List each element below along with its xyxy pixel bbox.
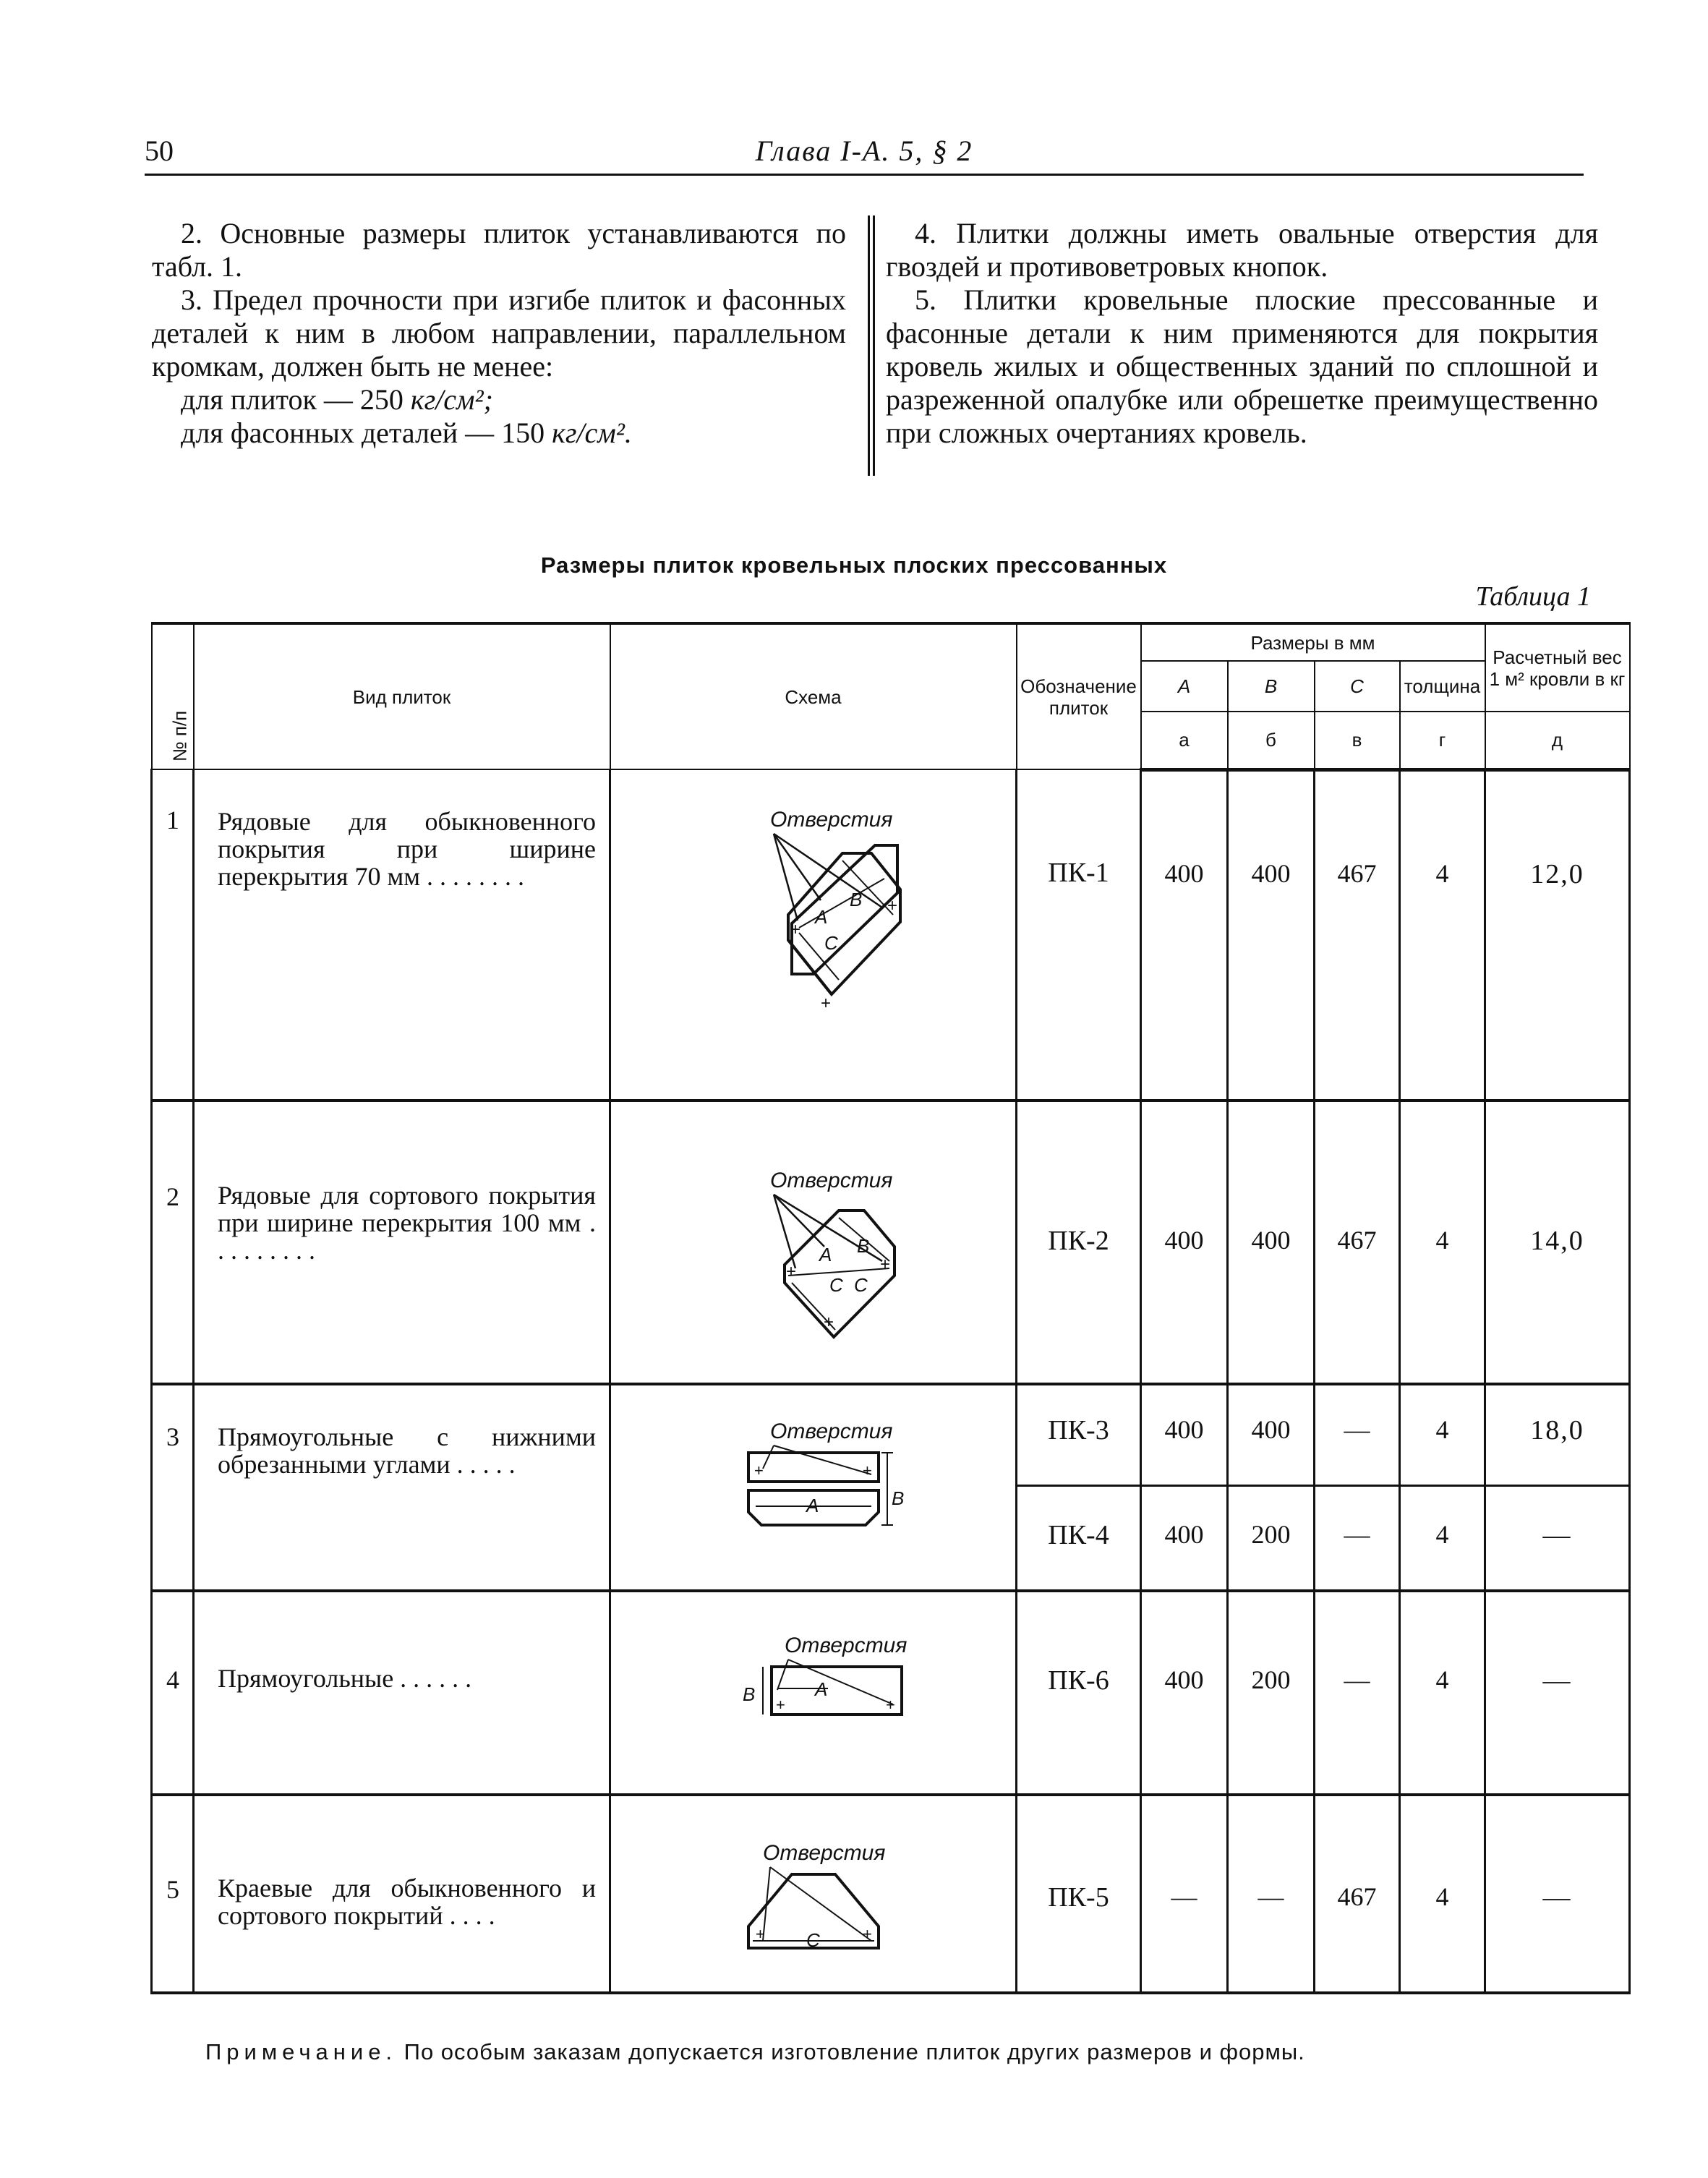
svg-text:+: +: [885, 1696, 895, 1714]
tiles-table: [150, 622, 1631, 1994]
weight: —: [1485, 1795, 1630, 1993]
svg-text:+: +: [785, 1262, 796, 1281]
paragraph-3: 3. Предел прочности при изгибе плиток и фасонных деталей к ним в любом направлении, параллельном кромкам, должен быть не менее:: [152, 283, 846, 383]
right-column: [886, 217, 1598, 450]
table-number: Таблица 1: [1475, 581, 1591, 612]
weight: 12,0: [1485, 769, 1630, 1101]
svg-text:A: A: [806, 1495, 819, 1516]
thickness: 4: [1400, 1485, 1485, 1591]
holes-label: Отверстия: [762, 1841, 885, 1865]
svg-text:+: +: [755, 1925, 765, 1943]
svg-text:C: C: [853, 1274, 868, 1296]
svg-text:+: +: [879, 1255, 890, 1274]
svg-text:+: +: [823, 1312, 834, 1332]
header-thickness: толщина: [1400, 661, 1485, 712]
table-note: [205, 2039, 1579, 2065]
left-column: [152, 217, 846, 450]
designation-code: ПК-5: [1017, 1795, 1141, 1993]
size-B: 400: [1228, 769, 1315, 1101]
tile-kind: Прямоугольные с нижними обрезанными углами . . . . .: [194, 1384, 610, 1591]
tile-kind: Краевые для обыкновенного и сортового покрытий . . . .: [194, 1795, 610, 1993]
size-A: 400: [1141, 769, 1228, 1101]
tile-pk3-drawing: [705, 1418, 922, 1563]
table-row: [152, 1384, 1630, 1485]
table-row: [152, 1795, 1630, 1993]
tile-kind: Рядовые для обыкновенного покрытия при ширине перекрытия 70 мм . . . . . . . .: [194, 769, 610, 1101]
strength-shaped-label: для фасонных деталей — 150: [181, 417, 545, 449]
header-A: A: [1141, 661, 1228, 712]
header-schema: Схема: [610, 623, 1017, 769]
thickness: 4: [1400, 1591, 1485, 1795]
weight: —: [1485, 1485, 1630, 1591]
thickness: 4: [1400, 1101, 1485, 1384]
strength-tiles: [152, 383, 846, 417]
column-divider: [868, 215, 875, 476]
weight: 18,0: [1485, 1384, 1630, 1485]
row-number: 5: [152, 1795, 194, 1993]
strength-unit: кг/см²;: [410, 383, 493, 416]
header-kind: Вид плиток: [194, 623, 610, 769]
size-C: 467: [1315, 769, 1400, 1101]
table-title: Размеры плиток кровельных плоских прессованных: [540, 552, 1168, 578]
size-A: 400: [1141, 1384, 1228, 1485]
holes-label: Отверстия: [769, 1419, 892, 1443]
weight: 14,0: [1485, 1101, 1630, 1384]
size-A: 400: [1141, 1485, 1228, 1591]
header-sizes: Размеры в мм: [1141, 623, 1485, 661]
svg-text:A: A: [814, 906, 827, 928]
svg-text:+: +: [820, 994, 831, 1013]
size-A: 400: [1141, 1591, 1228, 1795]
size-B: 400: [1228, 1384, 1315, 1485]
size-B: 200: [1228, 1485, 1315, 1591]
size-C: —: [1315, 1485, 1400, 1591]
svg-text:B: B: [856, 1235, 869, 1257]
designation-code: ПК-1: [1017, 769, 1141, 1101]
note-text: По особым заказам допускается изготовление плиток других размеров и формы.: [403, 2039, 1305, 2064]
size-A: 400: [1141, 1101, 1228, 1384]
schema-diagram: [610, 1384, 1017, 1591]
thickness: 4: [1400, 1384, 1485, 1485]
svg-text:A: A: [819, 1244, 832, 1265]
size-C: 467: [1315, 1795, 1400, 1993]
size-B: 400: [1228, 1101, 1315, 1384]
svg-text:C: C: [806, 1929, 820, 1951]
row-number: 2: [152, 1101, 194, 1384]
holes-label: Отверстия: [784, 1634, 907, 1657]
chapter-heading: Глава I-A. 5, § 2: [755, 134, 973, 167]
tile-kind: Прямоугольные . . . . . .: [194, 1591, 610, 1795]
row-number: 3: [152, 1384, 194, 1591]
svg-text:B: B: [891, 1487, 904, 1509]
schema-diagram: [610, 1795, 1017, 1993]
strength-unit: кг/см².: [552, 417, 632, 449]
svg-text:A: A: [814, 1678, 827, 1700]
svg-text:+: +: [887, 896, 897, 915]
thickness: 4: [1400, 1795, 1485, 1993]
page-header: [145, 130, 1584, 176]
tile-pk1-drawing: [705, 806, 922, 1038]
tile-pk5-drawing: [705, 1840, 922, 1970]
header-C: C: [1315, 661, 1400, 712]
size-C: 467: [1315, 1101, 1400, 1384]
tile-kind: Рядовые для сортового покрытия при ширине перекрытия 100 мм . . . . . . . . .: [194, 1101, 610, 1384]
schema-diagram: [610, 1591, 1017, 1795]
schema-diagram: [610, 769, 1017, 1101]
table-row: [152, 1591, 1630, 1795]
designation-code: ПК-2: [1017, 1101, 1141, 1384]
size-C: —: [1315, 1384, 1400, 1485]
table-row: [152, 769, 1630, 1101]
note-label: Примечание.: [205, 2039, 398, 2064]
svg-text:+: +: [753, 1461, 764, 1479]
size-A: —: [1141, 1795, 1228, 1993]
designation-code: ПК-3: [1017, 1384, 1141, 1485]
row-number: 4: [152, 1591, 194, 1795]
svg-text:C: C: [829, 1274, 843, 1296]
designation-code: ПК-4: [1017, 1485, 1141, 1591]
designation-code: ПК-6: [1017, 1591, 1141, 1795]
holes-label: Отверстия: [769, 1169, 892, 1192]
svg-text:+: +: [790, 920, 800, 939]
header-sub-b: б: [1228, 712, 1315, 769]
tile-pk6-drawing: [705, 1632, 922, 1748]
svg-text:+: +: [862, 1925, 872, 1943]
thickness: 4: [1400, 769, 1485, 1101]
weight: —: [1485, 1591, 1630, 1795]
size-B: 200: [1228, 1591, 1315, 1795]
header-sub-g: г: [1400, 712, 1485, 769]
schema-diagram: [610, 1101, 1017, 1384]
row-number: 1: [152, 769, 194, 1101]
paragraph-2: 2. Основные размеры плиток устанавливаются по табл. 1.: [152, 217, 846, 283]
page-number: 50: [145, 134, 174, 167]
header-sub-d: д: [1485, 712, 1630, 769]
table-row: [152, 1101, 1630, 1384]
paragraph-5: 5. Плитки кровельные плоские прессованные и фасонные детали к ним применяются для покрытия кровель жилых и общественных зданий по сплошной и разреженной опалубке или обрешетке преимущественно при сложных очертаниях кровель.: [886, 283, 1598, 449]
svg-text:B: B: [742, 1683, 755, 1705]
size-C: —: [1315, 1591, 1400, 1795]
paragraph-4: 4. Плитки должны иметь овальные отверстия для гвоздей и противоветровых кнопок.: [886, 217, 1598, 283]
header-B: B: [1228, 661, 1315, 712]
strength-tiles-label: для плиток — 250: [181, 383, 403, 416]
svg-text:+: +: [775, 1696, 785, 1714]
size-B: —: [1228, 1795, 1315, 1993]
holes-label: Отверстия: [769, 808, 892, 832]
header-weight: Расчетный вес 1 м² кровли в кг: [1485, 623, 1630, 712]
header-sub-a: а: [1141, 712, 1228, 769]
svg-text:+: +: [862, 1461, 872, 1479]
strength-shaped: [152, 417, 846, 450]
header-designation: Обозначение плиток: [1017, 623, 1141, 769]
header-sub-v: в: [1315, 712, 1400, 769]
svg-text:B: B: [849, 889, 862, 910]
header-num: № п/п: [152, 623, 194, 769]
svg-text:C: C: [824, 932, 838, 954]
tile-pk2-drawing: [705, 1167, 922, 1362]
